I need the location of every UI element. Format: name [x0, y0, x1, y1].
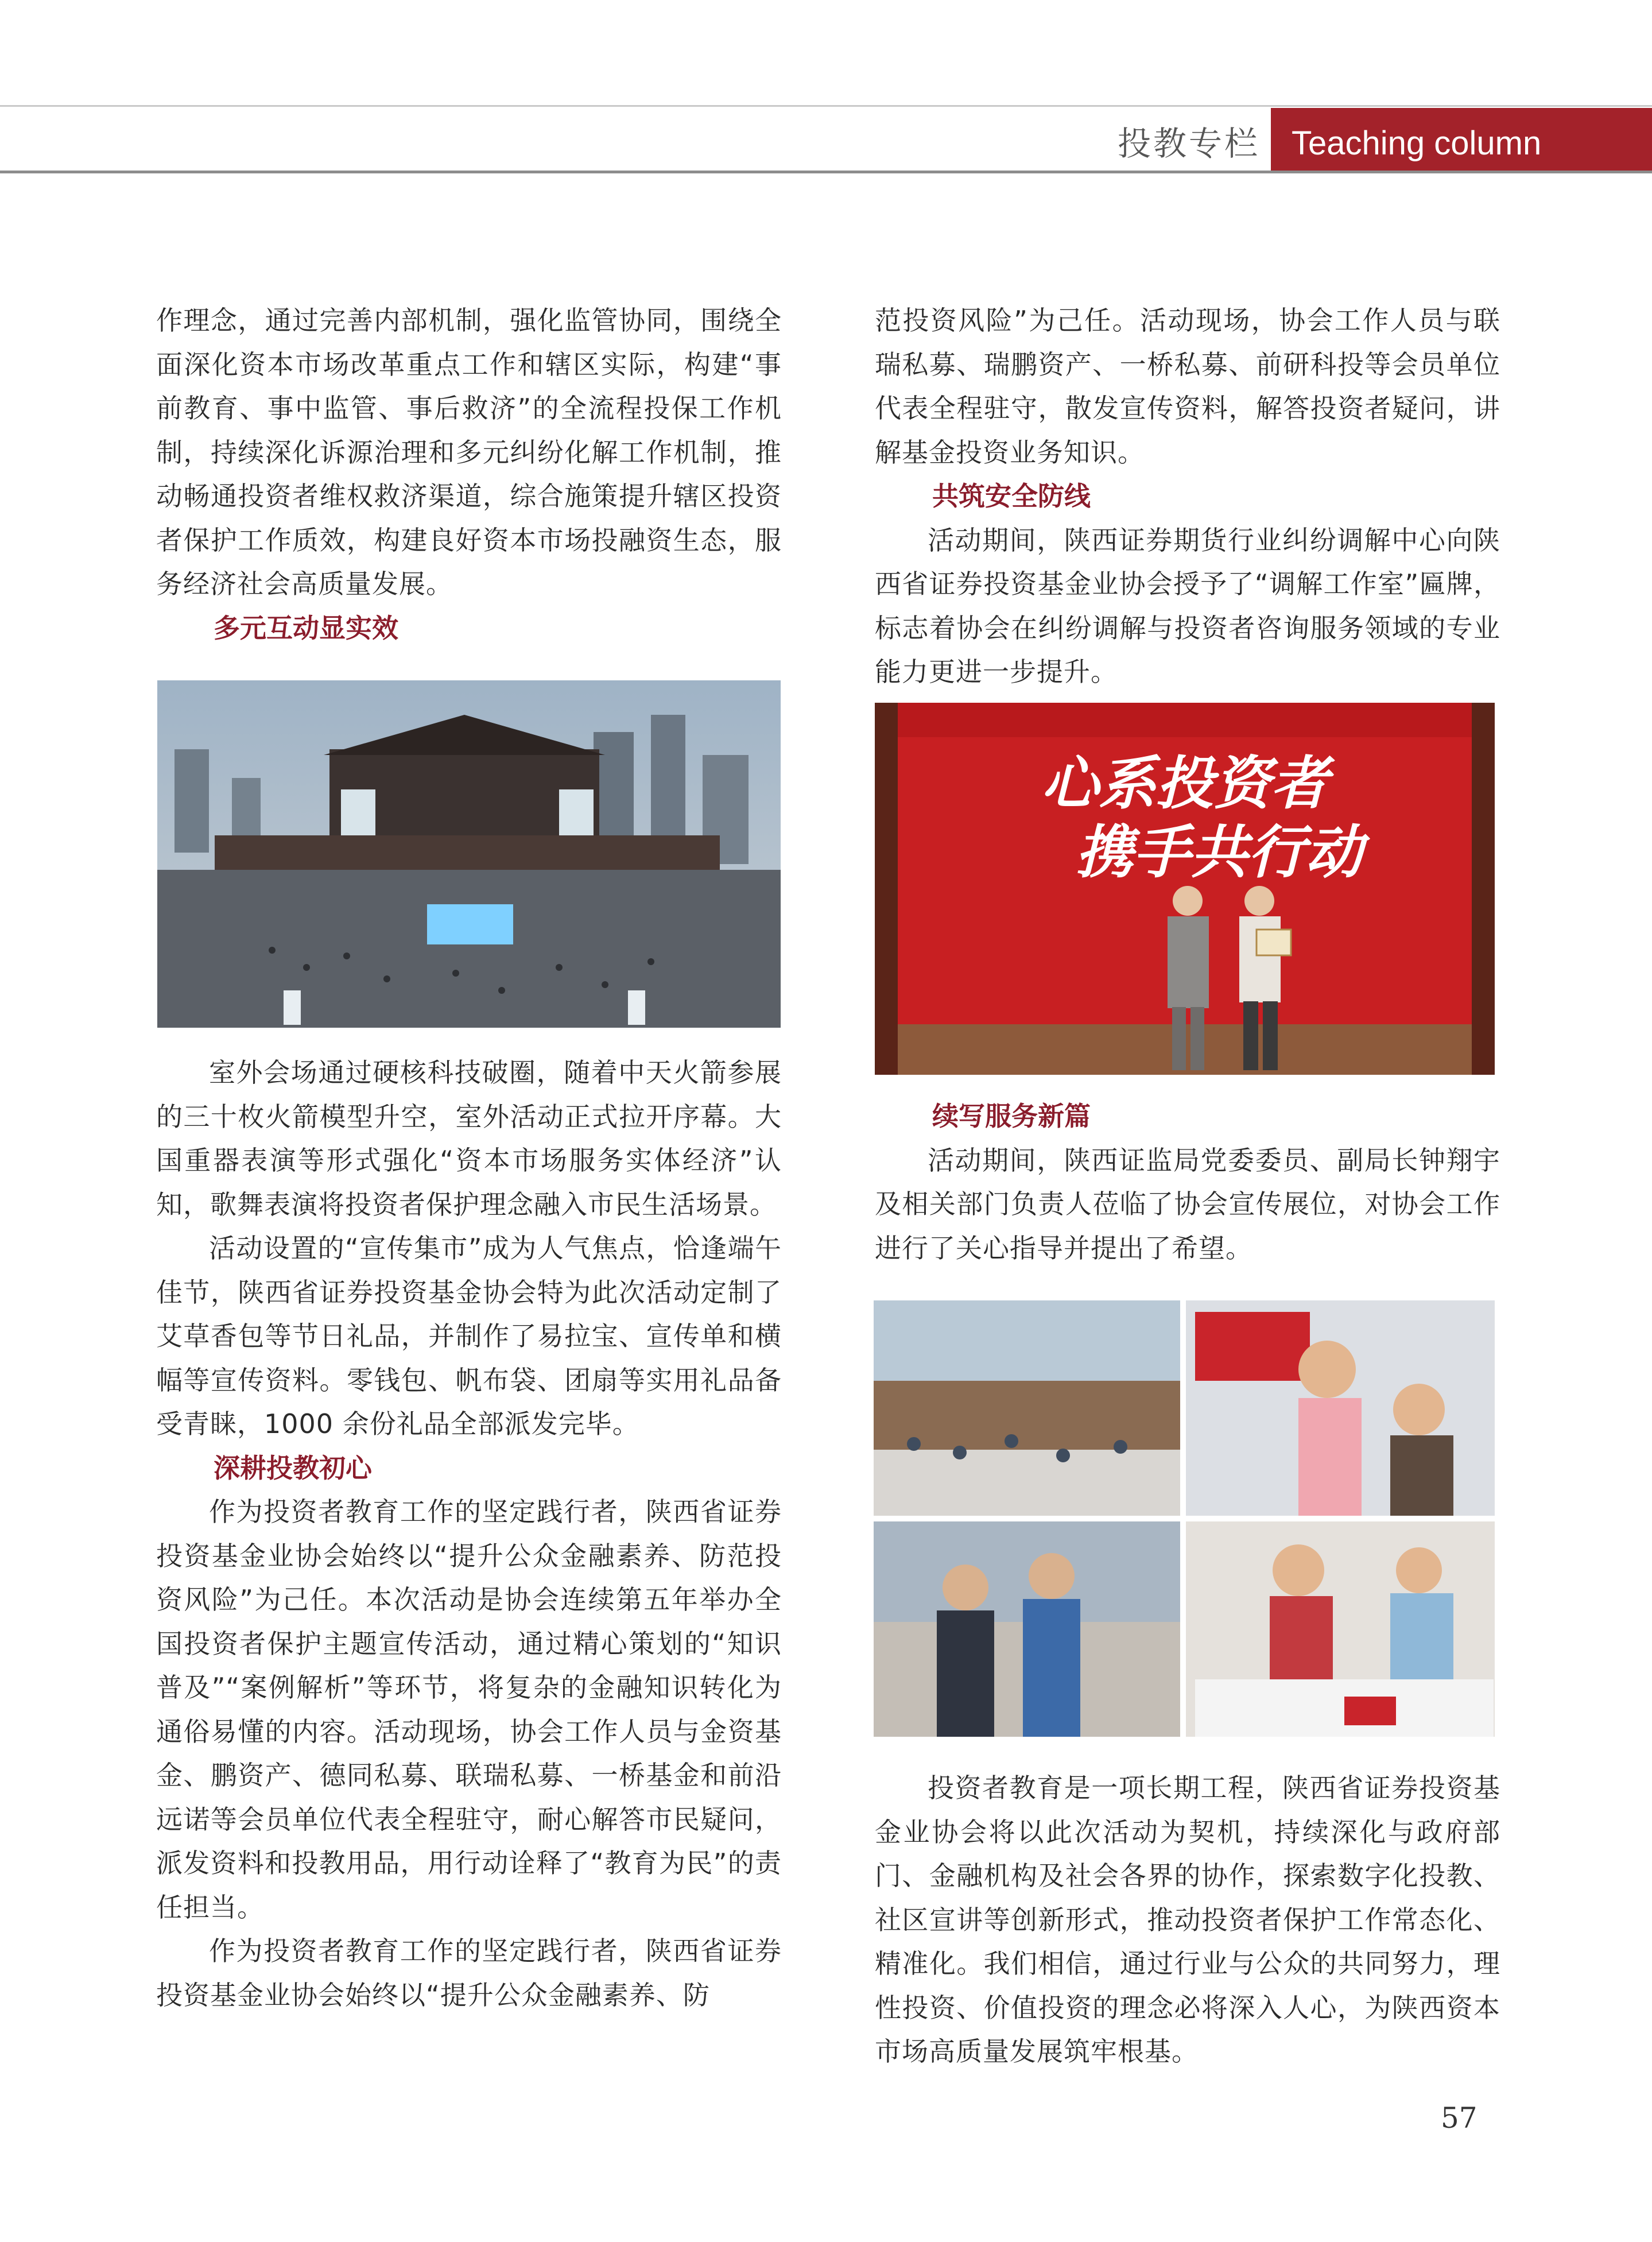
header-rule-top — [0, 105, 1652, 107]
page-number: 57 — [1441, 2101, 1478, 2135]
subheading: 续写服务新篇 — [932, 1101, 1091, 1132]
stage-slogan-2: 携手共行动 — [1076, 818, 1363, 886]
body-paragraph: 作为投资者教育工作的坚定践行者，陕西省证券投资基金业协会始终以“提升公众金融素养、防范投资风险”为己任。本次活动是协会连续第五年举办全国投资者保护主题宣传活动，通过精心策划的“知识普及”“案例解析”等环节，将复杂的金融知识转化为通俗易懂的内容。活动现场，协会工作人员与金资基金、鹏资产、德同私募、联瑞私募、一桥基金和前沿远诺等会员单位代表全程驻守，耐心解答市民疑问，派发资料和投教用品，用行动诠释了“教育为民”的责任担当。 — [156, 1496, 782, 1923]
subheading: 共筑安全防线 — [932, 481, 1091, 512]
section-title-en: Teaching column — [1292, 125, 1542, 162]
left-text-block-2 — [156, 1051, 782, 2017]
body-paragraph: 作理念，通过完善内部机制，强化监管协同，围绕全面深化资本市场改革重点工作和辖区实际，构建“事前教育、事中监管、事后救济”的全流程投保工作机制，持续深化诉源治理和多元纠纷化解工作机制，推动畅通投资者维权救济渠道，综合施策提升辖区投资者保护工作质效，构建良好资本市场投融资生态，服务经济社会高质量发展。 — [156, 305, 782, 599]
body-paragraph: 活动期间，陕西证券期货行业纠纷调解中心向陕西省证券投资基金业协会授予了“调解工作室”匾牌，标志着协会在纠纷调解与投资者咨询服务领域的专业能力更进一步提升。 — [875, 524, 1500, 687]
right-text-block-3 — [875, 1766, 1500, 2074]
photo-award-ceremony — [875, 703, 1495, 1075]
body-paragraph: 范投资风险”为己任。活动现场，协会工作人员与联瑞私募、瑞鹏资产、一桥私募、前研科投等会员单位代表全程驻守，散发宣传资料，解答投资者疑问，讲解基金投资业务知识。 — [875, 305, 1500, 468]
photo-collage — [874, 1300, 1495, 1737]
subheading: 多元互动显实效 — [214, 612, 398, 644]
right-text-block-1 — [875, 299, 1500, 694]
body-paragraph: 活动期间，陕西证监局党委委员、副局长钟翔宇及相关部门负责人莅临了协会宣传展位，对协会工作进行了关心指导并提出了希望。 — [875, 1144, 1500, 1264]
subheading: 深耕投教初心 — [214, 1452, 372, 1484]
body-paragraph: 投资者教育是一项长期工程，陕西省证券投资基金业协会将以此次活动为契机，持续深化与政府部门、金融机构及社会各界的协作，探索数字化投教、社区宣讲等创新形式，推动投资者保护工作常态化、精准化。我们相信，通过行业与公众的共同努力，理性投资、价值投资的理念必将深入人心，为陕西资本市场高质量发展筑牢根基。 — [875, 1772, 1500, 2067]
body-paragraph: 作为投资者教育工作的坚定践行者，陕西省证券投资基金业协会始终以“提升公众金融素养、防 — [156, 1935, 782, 2011]
left-text-block-1 — [156, 299, 782, 650]
right-text-block-2 — [875, 1094, 1500, 1270]
stage-slogan-1: 心系投资者 — [1041, 749, 1328, 817]
photo-outdoor-venue — [157, 680, 781, 1028]
body-paragraph: 活动设置的“宣传集市”成为人气焦点，恰逢端午佳节，陕西省证券投资基金协会特为此次活动定制了艾草香包等节日礼品，并制作了易拉宝、宣传单和横幅等宣传资料。零钱包、帆布袋、团扇等实用礼品备受青睐，1000 余份礼品全部派发完毕。 — [156, 1233, 782, 1439]
header-rule-bottom — [0, 171, 1652, 173]
section-title-cn: 投教专栏 — [1117, 124, 1260, 163]
body-paragraph: 室外会场通过硬核科技破圈，随着中天火箭参展的三十枚火箭模型升空，室外活动正式拉开序幕。大国重器表演等形式强化“资本市场服务实体经济”认知，歌舞表演将投资者保护理念融入市民生活场景。 — [156, 1057, 782, 1220]
